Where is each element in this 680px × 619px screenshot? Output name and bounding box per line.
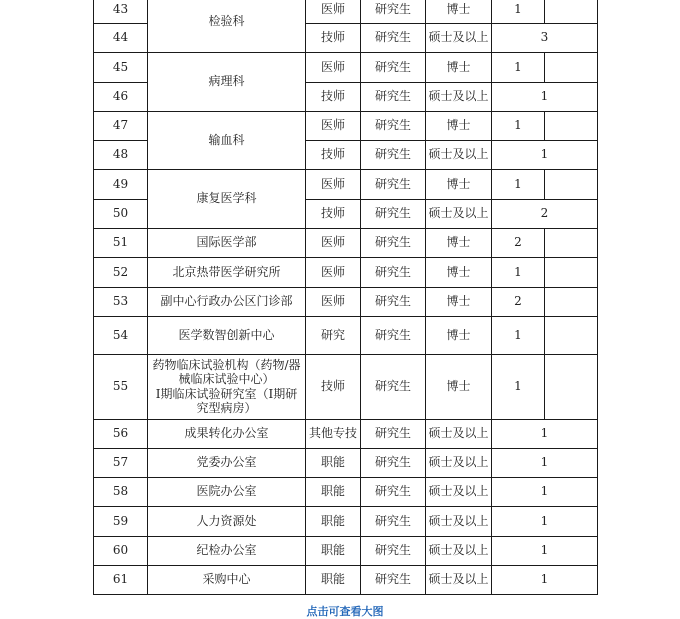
view-large-image-container [93, 604, 597, 619]
row-number-cell: 45 [94, 52, 148, 82]
degree-cell: 博士 [426, 52, 492, 82]
position-type-cell: 其他专技 [306, 419, 361, 448]
table-row [94, 536, 598, 565]
empty-cell [545, 257, 598, 287]
empty-cell [545, 169, 598, 199]
degree-cell: 硕士及以上 [426, 448, 492, 477]
position-type-cell: 职能 [306, 565, 361, 594]
headcount-cell: 1 [492, 257, 545, 287]
education-cell: 研究生 [361, 228, 426, 257]
degree-cell: 硕士及以上 [426, 140, 492, 169]
position-type-cell: 技师 [306, 354, 361, 419]
headcount-cell: 1 [492, 506, 598, 536]
education-cell: 研究生 [361, 140, 426, 169]
row-number-cell: 58 [94, 477, 148, 506]
table-row [94, 419, 598, 448]
department-cell: 党委办公室 [148, 448, 306, 477]
department-cell: 医院办公室 [148, 477, 306, 506]
department-cell: 国际医学部 [148, 228, 306, 257]
headcount-cell: 1 [492, 52, 545, 82]
table-row [94, 565, 598, 594]
position-type-cell: 医师 [306, 287, 361, 316]
headcount-cell: 1 [492, 82, 598, 111]
position-type-cell: 医师 [306, 52, 361, 82]
education-cell: 研究生 [361, 506, 426, 536]
table-container [93, 0, 597, 595]
degree-cell: 硕士及以上 [426, 565, 492, 594]
education-cell: 研究生 [361, 354, 426, 419]
education-cell: 研究生 [361, 477, 426, 506]
education-cell: 研究生 [361, 82, 426, 111]
headcount-cell: 1 [492, 316, 545, 354]
headcount-cell: 2 [492, 287, 545, 316]
table-row [94, 0, 598, 23]
empty-cell [545, 0, 598, 23]
row-number-cell: 52 [94, 257, 148, 287]
degree-cell: 硕士及以上 [426, 23, 492, 52]
department-cell: 人力资源处 [148, 506, 306, 536]
education-cell: 研究生 [361, 287, 426, 316]
position-type-cell: 医师 [306, 0, 361, 23]
recruitment-table [93, 0, 598, 595]
headcount-cell: 1 [492, 169, 545, 199]
degree-cell: 博士 [426, 228, 492, 257]
empty-cell [545, 354, 598, 419]
table-row [94, 506, 598, 536]
degree-cell: 硕士及以上 [426, 419, 492, 448]
department-cell: 采购中心 [148, 565, 306, 594]
education-cell: 研究生 [361, 448, 426, 477]
position-type-cell: 技师 [306, 199, 361, 228]
education-cell: 研究生 [361, 111, 426, 140]
table-row [94, 228, 598, 257]
headcount-cell: 1 [492, 565, 598, 594]
table-row [94, 169, 598, 199]
department-cell: 纪检办公室 [148, 536, 306, 565]
headcount-cell: 1 [492, 419, 598, 448]
position-type-cell: 医师 [306, 228, 361, 257]
headcount-cell: 1 [492, 0, 545, 23]
headcount-cell: 1 [492, 111, 545, 140]
position-type-cell: 职能 [306, 477, 361, 506]
department-cell: 输血科 [148, 111, 306, 169]
education-cell: 研究生 [361, 536, 426, 565]
degree-cell: 硕士及以上 [426, 82, 492, 111]
headcount-cell: 2 [492, 228, 545, 257]
table-row [94, 52, 598, 82]
row-number-cell: 48 [94, 140, 148, 169]
degree-cell: 硕士及以上 [426, 506, 492, 536]
row-number-cell: 50 [94, 199, 148, 228]
education-cell: 研究生 [361, 565, 426, 594]
headcount-cell: 1 [492, 536, 598, 565]
position-type-cell: 技师 [306, 82, 361, 111]
degree-cell: 博士 [426, 257, 492, 287]
headcount-cell: 2 [492, 199, 598, 228]
row-number-cell: 61 [94, 565, 148, 594]
degree-cell: 博士 [426, 0, 492, 23]
headcount-cell: 1 [492, 140, 598, 169]
department-cell: 成果转化办公室 [148, 419, 306, 448]
position-type-cell: 医师 [306, 111, 361, 140]
table-row [94, 257, 598, 287]
position-type-cell: 医师 [306, 169, 361, 199]
position-type-cell: 技师 [306, 23, 361, 52]
department-cell: 药物临床试验机构（药物/器 械临床试验中心） Ⅰ期临床试验研究室（Ⅰ期研 究型病房） [148, 354, 306, 419]
row-number-cell: 59 [94, 506, 148, 536]
position-type-cell: 职能 [306, 536, 361, 565]
education-cell: 研究生 [361, 169, 426, 199]
degree-cell: 博士 [426, 316, 492, 354]
position-type-cell: 职能 [306, 448, 361, 477]
education-cell: 研究生 [361, 419, 426, 448]
department-cell: 副中心行政办公区门诊部 [148, 287, 306, 316]
headcount-cell: 1 [492, 448, 598, 477]
row-number-cell: 46 [94, 82, 148, 111]
row-number-cell: 54 [94, 316, 148, 354]
department-cell: 北京热带医学研究所 [148, 257, 306, 287]
table-row [94, 111, 598, 140]
row-number-cell: 43 [94, 0, 148, 23]
row-number-cell: 44 [94, 23, 148, 52]
degree-cell: 硕士及以上 [426, 536, 492, 565]
row-number-cell: 53 [94, 287, 148, 316]
headcount-cell: 3 [492, 23, 598, 52]
row-number-cell: 47 [94, 111, 148, 140]
headcount-cell: 1 [492, 477, 598, 506]
empty-cell [545, 228, 598, 257]
position-type-cell: 研究 [306, 316, 361, 354]
degree-cell: 硕士及以上 [426, 477, 492, 506]
education-cell: 研究生 [361, 52, 426, 82]
empty-cell [545, 111, 598, 140]
department-cell: 医学数智创新中心 [148, 316, 306, 354]
department-cell: 康复医学科 [148, 169, 306, 228]
row-number-cell: 56 [94, 419, 148, 448]
headcount-cell: 1 [492, 354, 545, 419]
education-cell: 研究生 [361, 199, 426, 228]
row-number-cell: 60 [94, 536, 148, 565]
position-type-cell: 医师 [306, 257, 361, 287]
table-row [94, 354, 598, 419]
empty-cell [545, 52, 598, 82]
position-type-cell: 职能 [306, 506, 361, 536]
row-number-cell: 49 [94, 169, 148, 199]
view-large-image-link[interactable]: 点击可查看大图 [306, 605, 384, 618]
degree-cell: 硕士及以上 [426, 199, 492, 228]
education-cell: 研究生 [361, 23, 426, 52]
degree-cell: 博士 [426, 169, 492, 199]
empty-cell [545, 287, 598, 316]
degree-cell: 博士 [426, 111, 492, 140]
education-cell: 研究生 [361, 0, 426, 23]
degree-cell: 博士 [426, 354, 492, 419]
row-number-cell: 57 [94, 448, 148, 477]
department-cell: 检验科 [148, 0, 306, 52]
degree-cell: 博士 [426, 287, 492, 316]
row-number-cell: 51 [94, 228, 148, 257]
table-row [94, 448, 598, 477]
table-row [94, 316, 598, 354]
row-number-cell: 55 [94, 354, 148, 419]
position-type-cell: 技师 [306, 140, 361, 169]
department-cell: 病理科 [148, 52, 306, 111]
empty-cell [545, 316, 598, 354]
table-row [94, 287, 598, 316]
education-cell: 研究生 [361, 316, 426, 354]
education-cell: 研究生 [361, 257, 426, 287]
table-row [94, 477, 598, 506]
